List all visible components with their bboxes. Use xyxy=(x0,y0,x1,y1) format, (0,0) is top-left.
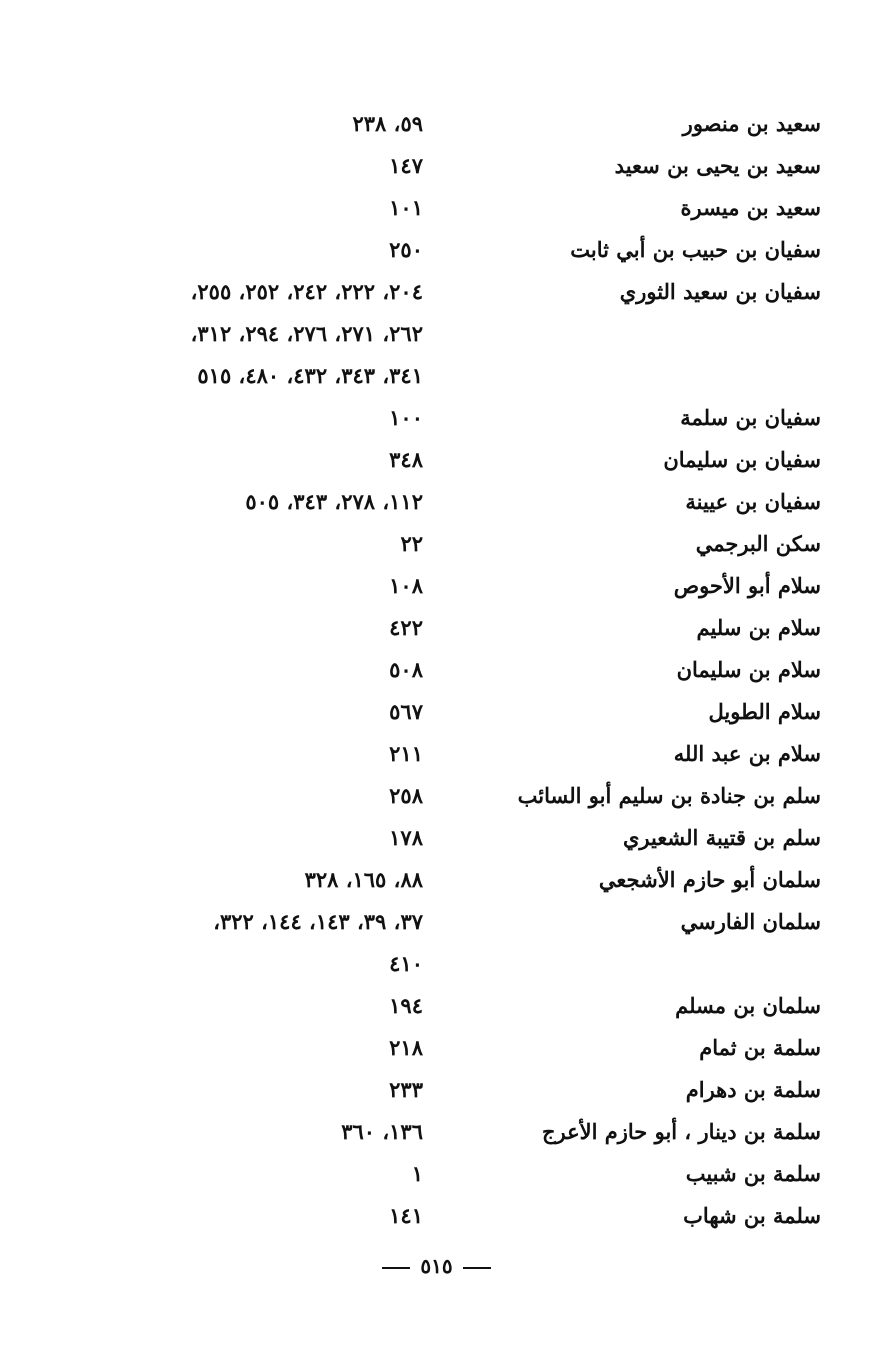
footer-dash-left xyxy=(382,1267,410,1269)
entry-name: سفيان بن سليمان xyxy=(663,447,821,472)
entry-name: سلام بن سليم xyxy=(696,615,821,640)
entry-pages: ٢١١ xyxy=(389,741,423,766)
entry-name: سكن البرجمي xyxy=(695,531,821,556)
entry-pages: ١٤١ xyxy=(389,1203,423,1228)
entry-pages: ١٠٨ xyxy=(389,573,423,598)
page-footer xyxy=(0,1254,873,1278)
index-entry xyxy=(0,105,873,147)
entry-name: سفيان بن سلمة xyxy=(680,405,821,430)
index-entry xyxy=(0,483,873,525)
index-entry xyxy=(0,987,873,1029)
entry-pages: ٥٠٨ xyxy=(389,657,423,682)
footer-dash-right xyxy=(463,1267,491,1269)
entry-name: سفيان بن عيينة xyxy=(685,489,821,514)
index-entry xyxy=(0,231,873,273)
entry-pages: ٢٠٤، ٢٢٢، ٢٤٢، ٢٥٢، ٢٥٥، xyxy=(190,279,423,304)
entry-name: سلام أبو الأحوص xyxy=(673,573,821,598)
entry-pages: ١٣٦، ٣٦٠ xyxy=(341,1119,423,1144)
entry-name: سلام بن عبد الله xyxy=(673,741,821,766)
index-entry xyxy=(0,777,873,819)
index-entry xyxy=(0,693,873,735)
entry-pages: ٥٦٧ xyxy=(389,699,423,724)
entry-pages: ٢٢ xyxy=(400,531,423,556)
page-number: ٥١٥ xyxy=(420,1254,453,1278)
entry-name: سلمة بن ثمام xyxy=(699,1035,821,1060)
entry-name: سلام بن سليمان xyxy=(676,657,821,682)
index-entry xyxy=(0,1071,873,1113)
index-entries xyxy=(0,105,873,1239)
index-entry xyxy=(0,567,873,609)
entry-name: سفيان بن حبيب بن أبي ثابت xyxy=(570,237,821,262)
index-entry xyxy=(0,735,873,777)
entry-pages: ٣٤١، ٣٤٣، ٤٣٢، ٤٨٠، ٥١٥ xyxy=(197,363,423,388)
entry-name: سلمان بن مسلم xyxy=(675,993,821,1018)
index-entry xyxy=(0,819,873,861)
index-entry xyxy=(0,1029,873,1071)
entry-pages: ١١٢، ٢٧٨، ٣٤٣، ٥٠٥ xyxy=(245,489,423,514)
entry-name: سلام الطويل xyxy=(708,699,821,724)
entry-pages: ٢٥٠ xyxy=(389,237,423,262)
index-entry-continuation xyxy=(0,357,873,399)
entry-name: سلمة بن دهرام xyxy=(685,1077,821,1102)
index-entry xyxy=(0,609,873,651)
index-entry xyxy=(0,525,873,567)
entry-pages: ١٤٧ xyxy=(389,153,423,178)
entry-name: سعيد بن يحيى بن سعيد xyxy=(614,153,821,178)
entry-pages: ١٧٨ xyxy=(389,825,423,850)
entry-name: سعيد بن ميسرة xyxy=(680,195,821,220)
entry-name: سلمان الفارسي xyxy=(680,909,821,934)
entry-pages: ٨٨، ١٦٥، ٣٢٨ xyxy=(304,867,423,892)
entry-pages: ٤٢٢ xyxy=(389,615,423,640)
entry-name: سلمة بن شهاب xyxy=(683,1203,821,1228)
index-entry xyxy=(0,273,873,315)
entry-pages: ٢٦٢، ٢٧١، ٢٧٦، ٢٩٤، ٣١٢، xyxy=(190,321,423,346)
entry-pages: ٢١٨ xyxy=(389,1035,423,1060)
entry-name: سلمة بن شبيب xyxy=(685,1161,821,1186)
index-entry xyxy=(0,189,873,231)
entry-name: سلمة بن دينار ، أبو حازم الأعرج xyxy=(541,1119,821,1144)
entry-pages: ٣٤٨ xyxy=(389,447,423,472)
entry-pages: ١٠٠ xyxy=(389,405,423,430)
entry-name: سلم بن جنادة بن سليم أبو السائب xyxy=(517,783,821,808)
index-entry-continuation xyxy=(0,945,873,987)
entry-pages: ١٠١ xyxy=(389,195,423,220)
entry-pages: ٤١٠ xyxy=(389,951,423,976)
entry-pages: ٢٥٨ xyxy=(389,783,423,808)
index-entry xyxy=(0,147,873,189)
entry-name: سلم بن قتيبة الشعيري xyxy=(622,825,821,850)
index-entry xyxy=(0,903,873,945)
entry-name: سلمان أبو حازم الأشجعي xyxy=(598,867,821,892)
entry-pages: ٥٩، ٢٣٨ xyxy=(352,111,423,136)
index-entry xyxy=(0,861,873,903)
index-entry xyxy=(0,1113,873,1155)
index-entry xyxy=(0,1197,873,1239)
entry-pages: ١ xyxy=(411,1161,423,1186)
index-entry xyxy=(0,441,873,483)
entry-pages: ٣٧، ٣٩، ١٤٣، ١٤٤، ٣٢٢، xyxy=(213,909,423,934)
index-entry-continuation xyxy=(0,315,873,357)
index-entry xyxy=(0,399,873,441)
entry-pages: ٢٣٣ xyxy=(389,1077,423,1102)
entry-name: سفيان بن سعيد الثوري xyxy=(619,279,821,304)
index-entry xyxy=(0,651,873,693)
entry-pages: ١٩٤ xyxy=(389,993,423,1018)
index-entry xyxy=(0,1155,873,1197)
entry-name: سعيد بن منصور xyxy=(682,111,821,136)
